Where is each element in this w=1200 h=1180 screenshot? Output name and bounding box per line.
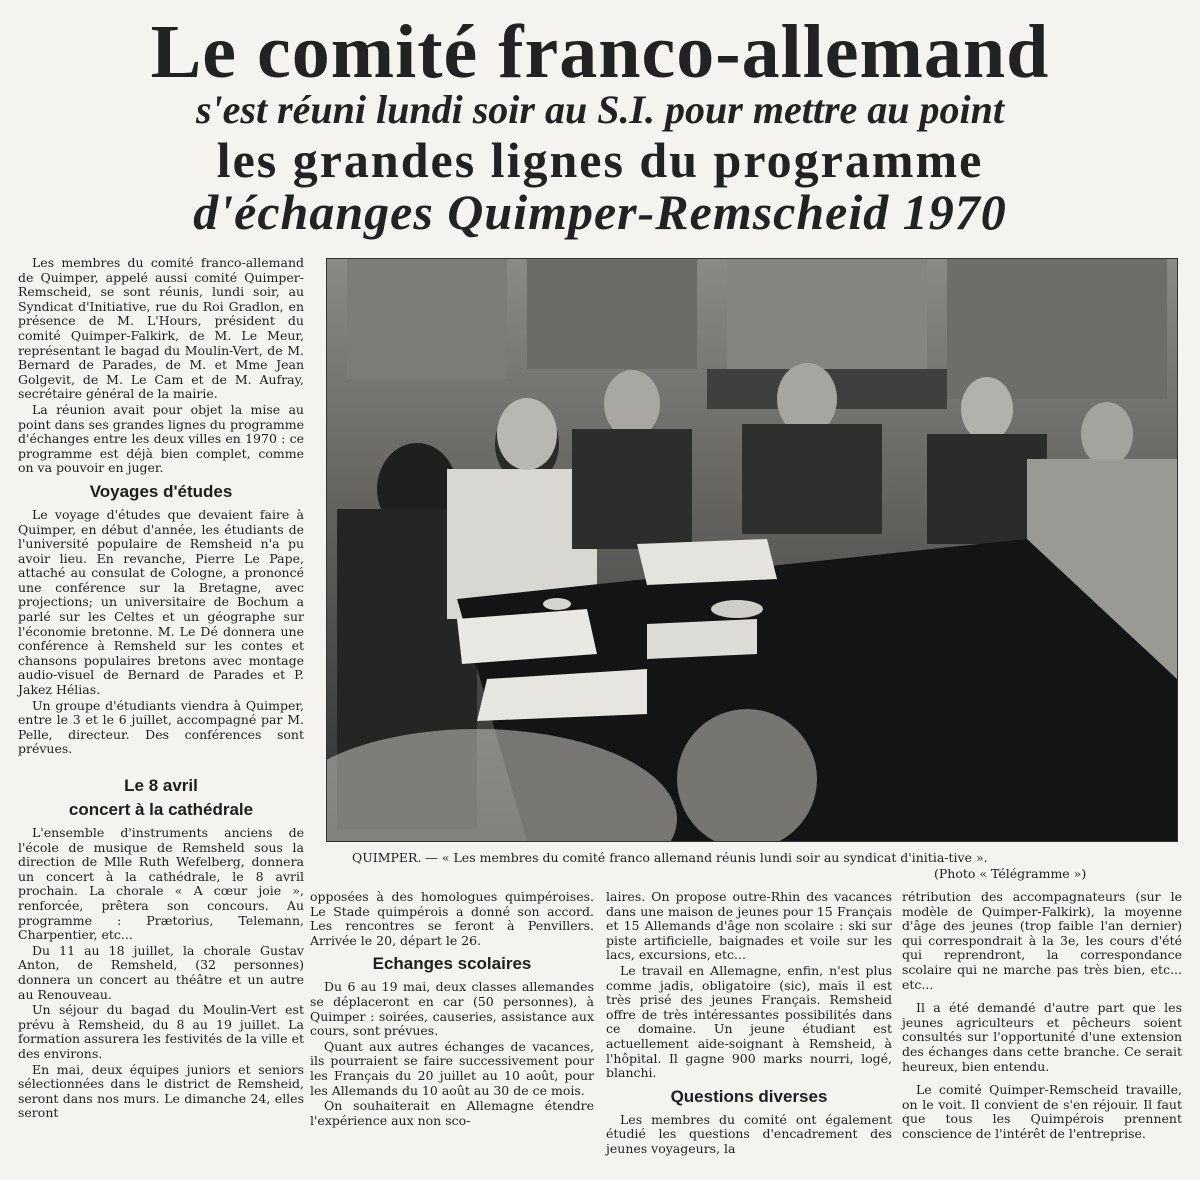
headline-line3: les grandes lignes du programme xyxy=(216,132,984,188)
subheading-concert: concert à la cathédrale xyxy=(68,800,254,819)
subheading-voyages: Voyages d'études xyxy=(89,481,233,501)
paragraph: opposées à des homologues quimpéroises. Le Stade quimpérois a donné son accord. Les rencontres se feront à Penvillers. Arrivée le 20, départ le 26. xyxy=(310,889,594,948)
article-column-1 xyxy=(18,256,304,1122)
subheading-questions: Questions diverses xyxy=(670,1086,828,1106)
subheading-concert-date: Le 8 avril xyxy=(124,776,198,795)
paragraph: Du 11 au 18 juillet, la chorale Gustav Anton, de Remsheld, (32 personnes) donnera un concert au théâtre et un autre au Renouveau. xyxy=(18,942,304,1002)
paragraph: En mai, deux équipes juniors et seniors sélectionnées dans le district de Remsheid, seront dans nos murs. Le dimanche 24, elles seront xyxy=(18,1061,304,1121)
headline-line4: d'échanges Quimper-Remscheid 1970 xyxy=(193,184,1007,240)
paragraph: Quant aux autres échanges de vacances, ils pourraient se faire successivement pour les Français du 20 juillet au 10 août, pour les Allemands du 10 août au 30 de ce mois. xyxy=(310,1038,594,1098)
article-column-4 xyxy=(902,890,1182,1143)
photo-caption: QUIMPER. — « Les membres du comité franco allemand réunis lundi soir au syndicat d'initia-tive ». xyxy=(352,850,988,865)
paragraph: laires. On propose outre-Rhin des vacances dans une maison de jeunes pour 15 Français et 15 Allemands d'âge non scolaire : ski sur piste artificielle, baignades et voile sur les lacs, excursions, etc... xyxy=(606,889,892,963)
paragraph: rétribution des accompagnateurs (sur le modèle de Quimper-Falkirk), la moyenne d'âge des jeunes (trop faible l'an dernier) qui correspondrait à la 3e, les cours d'été qui reprendront, la correspondance scolaire qui ne marche pas très bien, etc... etc... xyxy=(902,889,1182,992)
paragraph: Il a été demandé d'autre part que les jeunes agriculteurs et pêcheurs soient consultés sur l'opportunité d'une extension des échanges dans cette branche. Ce serait heureux, bien entendu. xyxy=(902,1000,1182,1074)
paragraph: Un séjour du bagad du Moulin-Vert est prévu à Remsheid, du 8 au 19 juillet. La formation assurera les festivités de la ville et des environs. xyxy=(18,1002,304,1061)
subheading-echanges: Echanges scolaires xyxy=(372,954,532,974)
paragraph: L'ensemble d'instruments anciens de l'école de musique de Remsheld sous la direction de Mlle Ruth Wefelberg, donnera un concert à la cathédrale, le 8 avril prochain. La chorale « A cœur joie », renforcée, prêtera son concours. Au programme : Prætorius, Telemann, Charpentier, etc... xyxy=(18,825,304,943)
article-column-2 xyxy=(310,890,594,1129)
paragraph: On souhaiterait en Allemagne étendre l'expérience aux non sco- xyxy=(310,1098,594,1128)
paragraph: Les membres du comité franco-allemand de Quimper, appelé aussi comité Quimper-Remscheid, se sont réunis, lundi soir, au Syndicat d'Initiative, rue du Roi Gradlon, en présence de M. L'Hours, président du comité Quimper-Falkirk, de M. Le Meur, représentant le bagad du Moulin-Vert, de M. Bernard de Parades, de M. et Mme Jean Golgevit, de M. Le Cam et de M. Aufray, secrétaire général de la mairie. xyxy=(18,255,304,402)
paragraph: Le voyage d'études que devaient faire à Quimper, en début d'année, les étudiants de l'université populaire de Remsheid n'a pu avoir lieu. En revanche, Pierre Le Pape, attaché au consulat de Cologne, a prononcé une conférence sur la Bretagne, avec projections; un universitaire de Bochum a parlé sur les Celtes et un géographe sur l'économie bretonne. M. Le Dé donnera une conférence à Remsheld sur les contes et chansons populaires bretons avec montage audio-visuel de Bernard de Parades et P. Jakez Hélias. xyxy=(18,506,304,698)
paragraph: Un groupe d'étudiants viendra à Quimper, entre le 3 et le 6 juillet, accompagné par M. Pelle, directeur. Des conférences sont prévues. xyxy=(18,697,304,757)
meeting-photo-image xyxy=(327,259,1177,841)
paragraph: Les membres du comité ont également étudié les questions d'encadrement des jeunes voyageurs, la xyxy=(606,1111,892,1156)
paragraph: Le comité Quimper-Remscheid travaille, on le voit. Il convient de s'en réjouir. Il faut que tous les Quimpérois prennent conscience de l'intérêt de l'entreprise. xyxy=(902,1082,1182,1141)
meeting-photo xyxy=(326,258,1178,842)
paragraph: La réunion avait pour objet la mise au point dans ses grandes lignes du programme d'échanges entre les deux villes en 1970 : ce programme est déjà bien complet, comme on va pouvoir en juger. xyxy=(18,401,304,476)
headline-main: Le comité franco-allemand xyxy=(150,10,1050,94)
headline-subtitle: s'est réuni lundi soir au S.I. pour mettre au point xyxy=(195,87,1004,132)
article-column-3 xyxy=(606,890,892,1158)
paragraph: Le travail en Allemagne, enfin, n'est plus comme jadis, obligatoire (sic), mais il est très prisé des jeunes Français. Remsheid offre de très intéressantes possibilités dans ce domaine. Un jeune étudiant est actuellement aide-soignant à Remsheid, à l'hôpital. Il gagne 900 marks nourri, logé, blanchi. xyxy=(606,962,892,1081)
paragraph: Du 6 au 19 mai, deux classes allemandes se déplaceront en car (50 personnes), à Quimper : soirées, causeries, assistance aux cours, sont prévues. xyxy=(310,979,594,1039)
photo-credit: (Photo « Télégramme ») xyxy=(934,866,1087,881)
